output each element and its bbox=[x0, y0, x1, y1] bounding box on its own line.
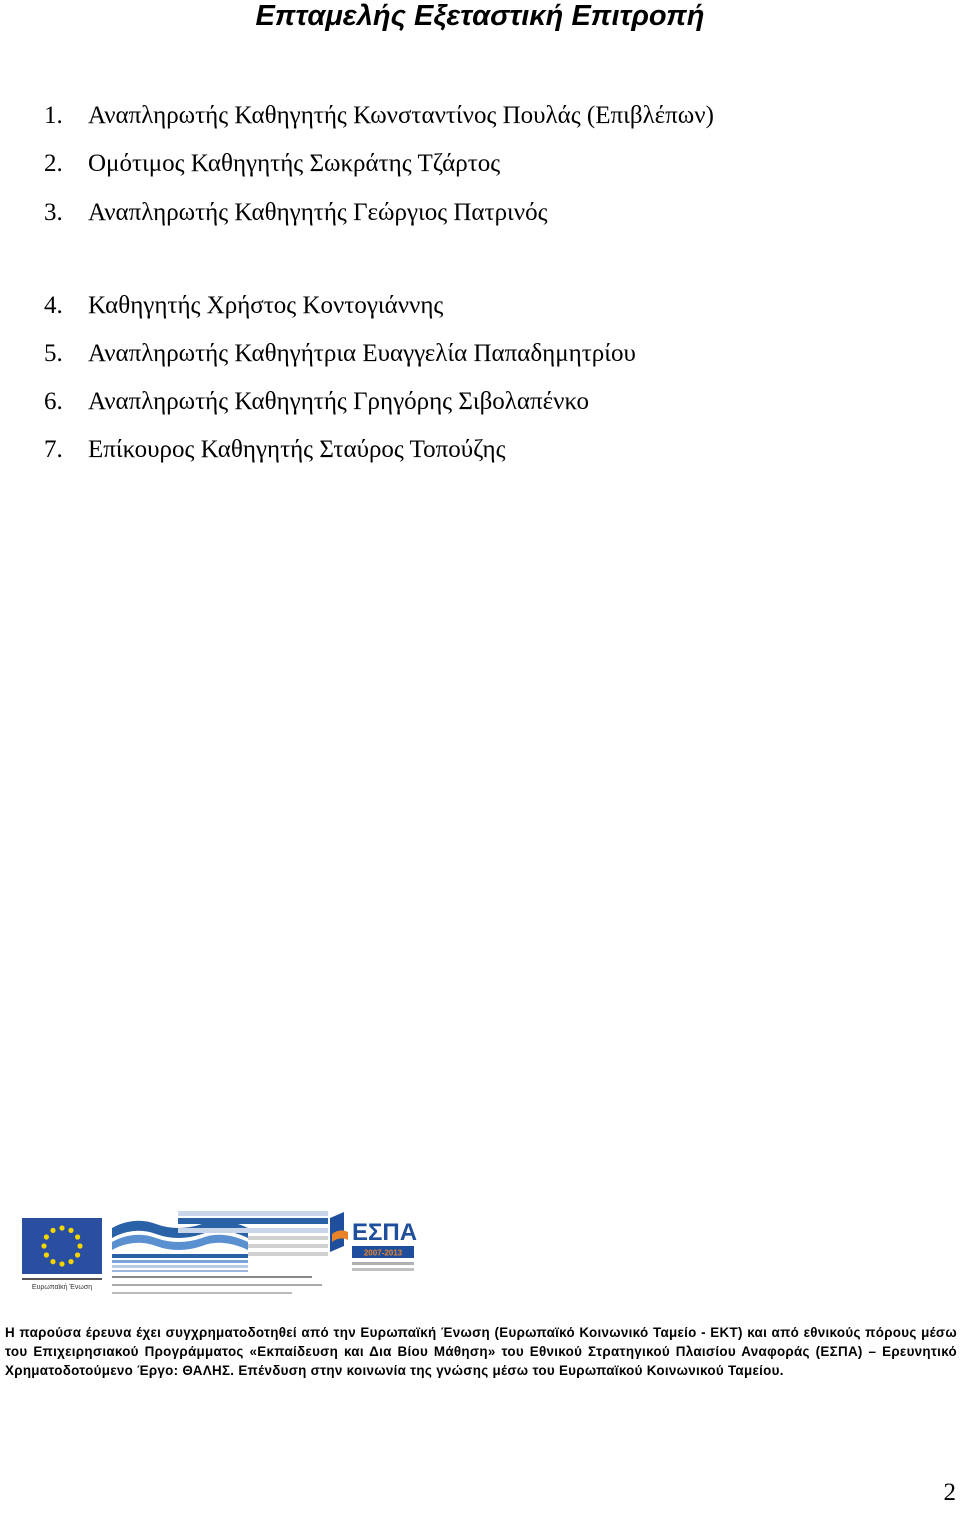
member-number: 4. bbox=[44, 292, 63, 319]
espa-logo bbox=[330, 1212, 417, 1271]
committee-member-4 bbox=[44, 291, 443, 321]
committee-member-5 bbox=[44, 339, 636, 369]
member-number: 3. bbox=[44, 199, 63, 226]
funding-statement: Η παρούσα έρευνα έχει συγχρηματοδοτηθεί από την Ευρωπαϊκή Ένωση (Ευρωπαϊκό Κοινωνικό Ταμείο - ΕΚΤ) και από εθνικούς πόρους μέσω του Επιχειρησιακού Προγράμματος «Εκπαίδευση και Δια Βίου Μάθηση» του Εθνικού Στρατηγικού Πλαισίου Αναφοράς (ΕΣΠΑ) – Ερευνητικό Χρηματοδοτούμενο Έργο: ΘΑΛΗΣ. Επένδυση στην κοινωνία της γνώσης μέσω του Ευρωπαϊκού Κοινωνικού Ταμείου. bbox=[5, 1325, 957, 1378]
eu-flag-logo bbox=[22, 1218, 102, 1291]
committee-member-1 bbox=[44, 101, 714, 131]
member-name: Αναπληρωτής Καθηγητής Κωνσταντίνος Πουλάς (Επιβλέπων) bbox=[88, 102, 714, 129]
svg-text:ΕΣΠΑ: ΕΣΠΑ bbox=[352, 1219, 418, 1246]
svg-text:2007-2013: 2007-2013 bbox=[363, 1248, 403, 1258]
page-number: 2 bbox=[943, 1479, 956, 1506]
committee-member-7 bbox=[44, 435, 506, 465]
committee-member-2 bbox=[44, 149, 500, 179]
member-name: Αναπληρωτής Καθηγητής Γρηγόρης Σιβολαπένκο bbox=[88, 388, 590, 415]
member-name: Αναπληρωτής Καθηγήτρια Ευαγγελία Παπαδημητρίου bbox=[88, 340, 636, 367]
member-number: 2. bbox=[44, 150, 63, 177]
svg-text:Ευρωπαϊκή Ένωση: Ευρωπαϊκή Ένωση bbox=[31, 1284, 93, 1291]
member-name: Επίκουρος Καθηγητής Σταύρος Τοπούζης bbox=[88, 436, 506, 463]
education-lifelong-learning-logo bbox=[112, 1211, 328, 1294]
member-number: 5. bbox=[44, 340, 63, 367]
member-name: Ομότιμος Καθηγητής Σωκράτης Τζάρτος bbox=[88, 150, 501, 177]
member-name: Αναπληρωτής Καθηγητής Γεώργιος Πατρινός bbox=[88, 199, 548, 226]
funding-logos bbox=[8, 1206, 428, 1306]
member-number: 1. bbox=[44, 102, 63, 129]
member-name: Καθηγητής Χρήστος Κοντογιάννης bbox=[88, 292, 444, 319]
member-number: 7. bbox=[44, 436, 63, 463]
committee-member-6 bbox=[44, 387, 589, 417]
committee-title: Επταμελής Εξεταστική Επιτροπή bbox=[255, 0, 705, 32]
member-number: 6. bbox=[44, 388, 63, 415]
committee-member-3 bbox=[44, 198, 547, 228]
